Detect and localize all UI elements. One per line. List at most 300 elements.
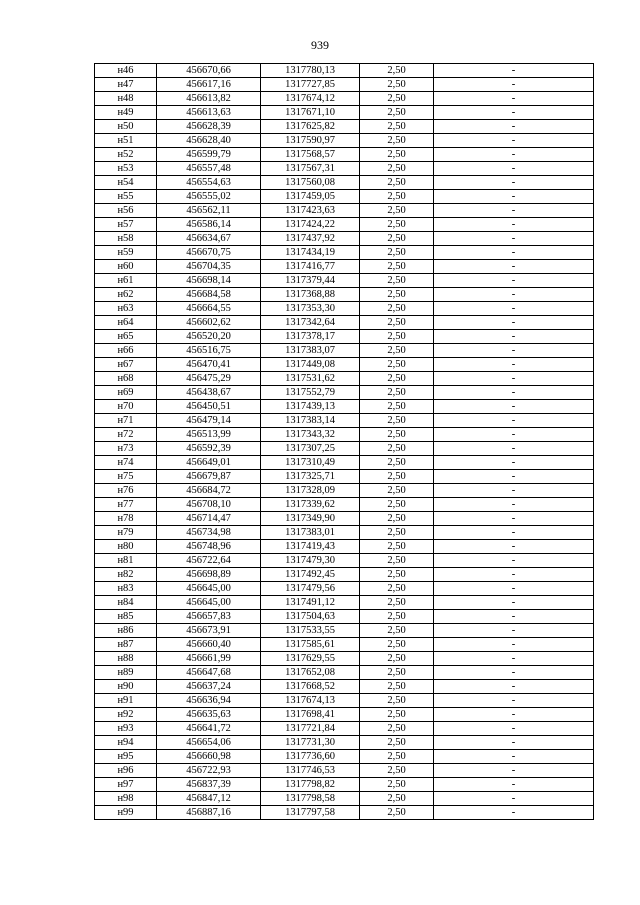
table-row [95,344,594,358]
accuracy-cell: 2,50 [360,218,434,232]
y-coordinate-cell: 1317449,08 [261,358,360,372]
x-coordinate-cell: 456635,63 [157,708,261,722]
x-coordinate-cell: 456684,72 [157,484,261,498]
table-row [95,456,594,470]
x-coordinate-cell: 456679,87 [157,470,261,484]
description-cell: - [434,260,594,274]
y-coordinate-cell: 1317383,14 [261,414,360,428]
y-coordinate-cell: 1317780,13 [261,64,360,78]
y-coordinate-cell: 1317339,62 [261,498,360,512]
accuracy-cell: 2,50 [360,386,434,400]
accuracy-cell: 2,50 [360,722,434,736]
accuracy-cell: 2,50 [360,708,434,722]
description-cell: - [434,176,594,190]
accuracy-cell: 2,50 [360,470,434,484]
y-coordinate-cell: 1317721,84 [261,722,360,736]
point-name-cell: н88 [95,652,157,666]
x-coordinate-cell: 456557,48 [157,162,261,176]
y-coordinate-cell: 1317567,31 [261,162,360,176]
point-name-cell: н50 [95,120,157,134]
description-cell: - [434,792,594,806]
accuracy-cell: 2,50 [360,78,434,92]
accuracy-cell: 2,50 [360,288,434,302]
y-coordinate-cell: 1317668,52 [261,680,360,694]
table-row [95,190,594,204]
x-coordinate-cell: 456657,83 [157,610,261,624]
table-row [95,806,594,820]
point-name-cell: н95 [95,750,157,764]
point-name-cell: н60 [95,260,157,274]
description-cell: - [434,652,594,666]
x-coordinate-cell: 456520,20 [157,330,261,344]
accuracy-cell: 2,50 [360,484,434,498]
x-coordinate-cell: 456670,66 [157,64,261,78]
table-row [95,442,594,456]
x-coordinate-cell: 456479,14 [157,414,261,428]
description-cell: - [434,596,594,610]
description-cell: - [434,526,594,540]
point-name-cell: н62 [95,288,157,302]
point-name-cell: н63 [95,302,157,316]
y-coordinate-cell: 1317727,85 [261,78,360,92]
accuracy-cell: 2,50 [360,400,434,414]
description-cell: - [434,764,594,778]
x-coordinate-cell: 456645,00 [157,596,261,610]
y-coordinate-cell: 1317798,58 [261,792,360,806]
point-name-cell: н49 [95,106,157,120]
accuracy-cell: 2,50 [360,246,434,260]
y-coordinate-cell: 1317424,22 [261,218,360,232]
table-row [95,78,594,92]
y-coordinate-cell: 1317671,10 [261,106,360,120]
description-cell: - [434,232,594,246]
x-coordinate-cell: 456617,16 [157,78,261,92]
y-coordinate-cell: 1317731,30 [261,736,360,750]
y-coordinate-cell: 1317325,71 [261,470,360,484]
point-name-cell: н87 [95,638,157,652]
x-coordinate-cell: 456664,55 [157,302,261,316]
x-coordinate-cell: 456628,40 [157,134,261,148]
x-coordinate-cell: 456660,98 [157,750,261,764]
table-row [95,358,594,372]
table-row [95,176,594,190]
y-coordinate-cell: 1317797,58 [261,806,360,820]
point-name-cell: н75 [95,470,157,484]
accuracy-cell: 2,50 [360,750,434,764]
accuracy-cell: 2,50 [360,694,434,708]
y-coordinate-cell: 1317439,13 [261,400,360,414]
table-row [95,512,594,526]
y-coordinate-cell: 1317368,88 [261,288,360,302]
x-coordinate-cell: 456470,41 [157,358,261,372]
point-name-cell: н84 [95,596,157,610]
point-name-cell: н77 [95,498,157,512]
point-name-cell: н73 [95,442,157,456]
y-coordinate-cell: 1317625,82 [261,120,360,134]
x-coordinate-cell: 456562,11 [157,204,261,218]
description-cell: - [434,666,594,680]
x-coordinate-cell: 456586,14 [157,218,261,232]
description-cell: - [434,498,594,512]
point-name-cell: н64 [95,316,157,330]
point-name-cell: н46 [95,64,157,78]
accuracy-cell: 2,50 [360,736,434,750]
accuracy-cell: 2,50 [360,680,434,694]
description-cell: - [434,330,594,344]
table-row [95,64,594,78]
y-coordinate-cell: 1317378,17 [261,330,360,344]
point-name-cell: н90 [95,680,157,694]
x-coordinate-cell: 456637,24 [157,680,261,694]
y-coordinate-cell: 1317652,08 [261,666,360,680]
point-name-cell: н92 [95,708,157,722]
point-name-cell: н72 [95,428,157,442]
point-name-cell: н65 [95,330,157,344]
description-cell: - [434,92,594,106]
accuracy-cell: 2,50 [360,456,434,470]
x-coordinate-cell: 456837,39 [157,778,261,792]
accuracy-cell: 2,50 [360,596,434,610]
accuracy-cell: 2,50 [360,302,434,316]
table-row [95,610,594,624]
description-cell: - [434,610,594,624]
point-name-cell: н81 [95,554,157,568]
description-cell: - [434,708,594,722]
point-name-cell: н85 [95,610,157,624]
table-row [95,162,594,176]
accuracy-cell: 2,50 [360,428,434,442]
x-coordinate-cell: 456554,63 [157,176,261,190]
table-row [95,722,594,736]
x-coordinate-cell: 456513,99 [157,428,261,442]
table-row [95,204,594,218]
table-row [95,750,594,764]
description-cell: - [434,204,594,218]
point-name-cell: н78 [95,512,157,526]
y-coordinate-cell: 1317479,30 [261,554,360,568]
y-coordinate-cell: 1317459,05 [261,190,360,204]
table-row [95,526,594,540]
y-coordinate-cell: 1317416,77 [261,260,360,274]
table-row [95,736,594,750]
table-row [95,792,594,806]
table-row [95,624,594,638]
table-row [95,428,594,442]
table-row [95,232,594,246]
x-coordinate-cell: 456708,10 [157,498,261,512]
y-coordinate-cell: 1317674,13 [261,694,360,708]
table-row [95,596,594,610]
description-cell: - [434,78,594,92]
table-row [95,274,594,288]
table-row [95,652,594,666]
accuracy-cell: 2,50 [360,120,434,134]
page-number: 939 [311,38,329,52]
x-coordinate-cell: 456649,01 [157,456,261,470]
x-coordinate-cell: 456599,79 [157,148,261,162]
point-name-cell: н54 [95,176,157,190]
point-name-cell: н57 [95,218,157,232]
description-cell: - [434,736,594,750]
y-coordinate-cell: 1317383,07 [261,344,360,358]
point-name-cell: н94 [95,736,157,750]
y-coordinate-cell: 1317533,55 [261,624,360,638]
point-name-cell: н47 [95,78,157,92]
table-row [95,302,594,316]
x-coordinate-cell: 456654,06 [157,736,261,750]
x-coordinate-cell: 456670,75 [157,246,261,260]
accuracy-cell: 2,50 [360,162,434,176]
description-cell: - [434,218,594,232]
y-coordinate-cell: 1317419,43 [261,540,360,554]
x-coordinate-cell: 456647,68 [157,666,261,680]
y-coordinate-cell: 1317328,09 [261,484,360,498]
description-cell: - [434,274,594,288]
x-coordinate-cell: 456613,82 [157,92,261,106]
accuracy-cell: 2,50 [360,134,434,148]
accuracy-cell: 2,50 [360,554,434,568]
point-name-cell: н93 [95,722,157,736]
y-coordinate-cell: 1317590,97 [261,134,360,148]
y-coordinate-cell: 1317568,57 [261,148,360,162]
accuracy-cell: 2,50 [360,498,434,512]
point-name-cell: н56 [95,204,157,218]
x-coordinate-cell: 456628,39 [157,120,261,134]
accuracy-cell: 2,50 [360,764,434,778]
description-cell: - [434,358,594,372]
point-name-cell: н58 [95,232,157,246]
description-cell: - [434,750,594,764]
description-cell: - [434,316,594,330]
point-name-cell: н89 [95,666,157,680]
x-coordinate-cell: 456684,58 [157,288,261,302]
accuracy-cell: 2,50 [360,526,434,540]
point-name-cell: н68 [95,372,157,386]
accuracy-cell: 2,50 [360,176,434,190]
description-cell: - [434,624,594,638]
accuracy-cell: 2,50 [360,610,434,624]
accuracy-cell: 2,50 [360,372,434,386]
accuracy-cell: 2,50 [360,260,434,274]
y-coordinate-cell: 1317585,61 [261,638,360,652]
x-coordinate-cell: 456641,72 [157,722,261,736]
table-row [95,582,594,596]
y-coordinate-cell: 1317552,79 [261,386,360,400]
point-name-cell: н86 [95,624,157,638]
table-row [95,498,594,512]
table-row [95,148,594,162]
accuracy-cell: 2,50 [360,624,434,638]
table-row [95,778,594,792]
y-coordinate-cell: 1317353,30 [261,302,360,316]
x-coordinate-cell: 456438,67 [157,386,261,400]
y-coordinate-cell: 1317310,49 [261,456,360,470]
accuracy-cell: 2,50 [360,778,434,792]
coordinates-table-body [95,64,594,820]
table-row [95,106,594,120]
x-coordinate-cell: 456673,91 [157,624,261,638]
x-coordinate-cell: 456592,39 [157,442,261,456]
point-name-cell: н53 [95,162,157,176]
accuracy-cell: 2,50 [360,344,434,358]
point-name-cell: н69 [95,386,157,400]
accuracy-cell: 2,50 [360,330,434,344]
accuracy-cell: 2,50 [360,64,434,78]
y-coordinate-cell: 1317434,19 [261,246,360,260]
accuracy-cell: 2,50 [360,190,434,204]
description-cell: - [434,106,594,120]
table-row [95,694,594,708]
x-coordinate-cell: 456636,94 [157,694,261,708]
x-coordinate-cell: 456634,67 [157,232,261,246]
description-cell: - [434,582,594,596]
table-row [95,638,594,652]
y-coordinate-cell: 1317343,32 [261,428,360,442]
x-coordinate-cell: 456475,29 [157,372,261,386]
x-coordinate-cell: 456722,93 [157,764,261,778]
table-row [95,414,594,428]
description-cell: - [434,540,594,554]
description-cell: - [434,162,594,176]
table-row [95,386,594,400]
y-coordinate-cell: 1317342,64 [261,316,360,330]
table-row [95,288,594,302]
description-cell: - [434,400,594,414]
description-cell: - [434,344,594,358]
description-cell: - [434,484,594,498]
description-cell: - [434,386,594,400]
point-name-cell: н97 [95,778,157,792]
table-row [95,400,594,414]
table-row [95,764,594,778]
table-row [95,470,594,484]
x-coordinate-cell: 456450,51 [157,400,261,414]
accuracy-cell: 2,50 [360,204,434,218]
point-name-cell: н91 [95,694,157,708]
description-cell: - [434,442,594,456]
accuracy-cell: 2,50 [360,414,434,428]
description-cell: - [434,456,594,470]
x-coordinate-cell: 456722,64 [157,554,261,568]
table-row [95,554,594,568]
y-coordinate-cell: 1317798,82 [261,778,360,792]
table-row [95,540,594,554]
accuracy-cell: 2,50 [360,148,434,162]
point-name-cell: н74 [95,456,157,470]
description-cell: - [434,470,594,484]
accuracy-cell: 2,50 [360,666,434,680]
accuracy-cell: 2,50 [360,540,434,554]
description-cell: - [434,806,594,820]
description-cell: - [434,288,594,302]
description-cell: - [434,414,594,428]
point-name-cell: н83 [95,582,157,596]
description-cell: - [434,694,594,708]
table-row [95,260,594,274]
description-cell: - [434,190,594,204]
table-row [95,218,594,232]
accuracy-cell: 2,50 [360,638,434,652]
point-name-cell: н96 [95,764,157,778]
point-name-cell: н76 [95,484,157,498]
y-coordinate-cell: 1317504,63 [261,610,360,624]
table-row [95,484,594,498]
table-row [95,330,594,344]
accuracy-cell: 2,50 [360,442,434,456]
y-coordinate-cell: 1317560,08 [261,176,360,190]
point-name-cell: н80 [95,540,157,554]
description-cell: - [434,778,594,792]
accuracy-cell: 2,50 [360,792,434,806]
y-coordinate-cell: 1317383,01 [261,526,360,540]
y-coordinate-cell: 1317746,53 [261,764,360,778]
accuracy-cell: 2,50 [360,358,434,372]
description-cell: - [434,246,594,260]
table-row [95,92,594,106]
table-row [95,708,594,722]
y-coordinate-cell: 1317379,44 [261,274,360,288]
x-coordinate-cell: 456714,47 [157,512,261,526]
description-cell: - [434,722,594,736]
description-cell: - [434,134,594,148]
y-coordinate-cell: 1317531,62 [261,372,360,386]
y-coordinate-cell: 1317492,45 [261,568,360,582]
accuracy-cell: 2,50 [360,232,434,246]
table-row [95,568,594,582]
x-coordinate-cell: 456698,89 [157,568,261,582]
accuracy-cell: 2,50 [360,106,434,120]
x-coordinate-cell: 456748,96 [157,540,261,554]
point-name-cell: н71 [95,414,157,428]
y-coordinate-cell: 1317698,41 [261,708,360,722]
accuracy-cell: 2,50 [360,568,434,582]
point-name-cell: н52 [95,148,157,162]
coordinates-table [94,63,594,820]
table-row [95,120,594,134]
description-cell: - [434,680,594,694]
x-coordinate-cell: 456734,98 [157,526,261,540]
table-row [95,680,594,694]
table-row [95,246,594,260]
x-coordinate-cell: 456555,02 [157,190,261,204]
x-coordinate-cell: 456704,35 [157,260,261,274]
point-name-cell: н48 [95,92,157,106]
point-name-cell: н99 [95,806,157,820]
x-coordinate-cell: 456661,99 [157,652,261,666]
accuracy-cell: 2,50 [360,316,434,330]
accuracy-cell: 2,50 [360,512,434,526]
y-coordinate-cell: 1317307,25 [261,442,360,456]
table-row [95,372,594,386]
point-name-cell: н61 [95,274,157,288]
point-name-cell: н82 [95,568,157,582]
description-cell: - [434,554,594,568]
y-coordinate-cell: 1317674,12 [261,92,360,106]
point-name-cell: н55 [95,190,157,204]
description-cell: - [434,512,594,526]
y-coordinate-cell: 1317491,12 [261,596,360,610]
table-row [95,134,594,148]
description-cell: - [434,302,594,316]
y-coordinate-cell: 1317437,92 [261,232,360,246]
x-coordinate-cell: 456645,00 [157,582,261,596]
description-cell: - [434,148,594,162]
y-coordinate-cell: 1317423,63 [261,204,360,218]
point-name-cell: н67 [95,358,157,372]
point-name-cell: н66 [95,344,157,358]
x-coordinate-cell: 456887,16 [157,806,261,820]
x-coordinate-cell: 456847,12 [157,792,261,806]
